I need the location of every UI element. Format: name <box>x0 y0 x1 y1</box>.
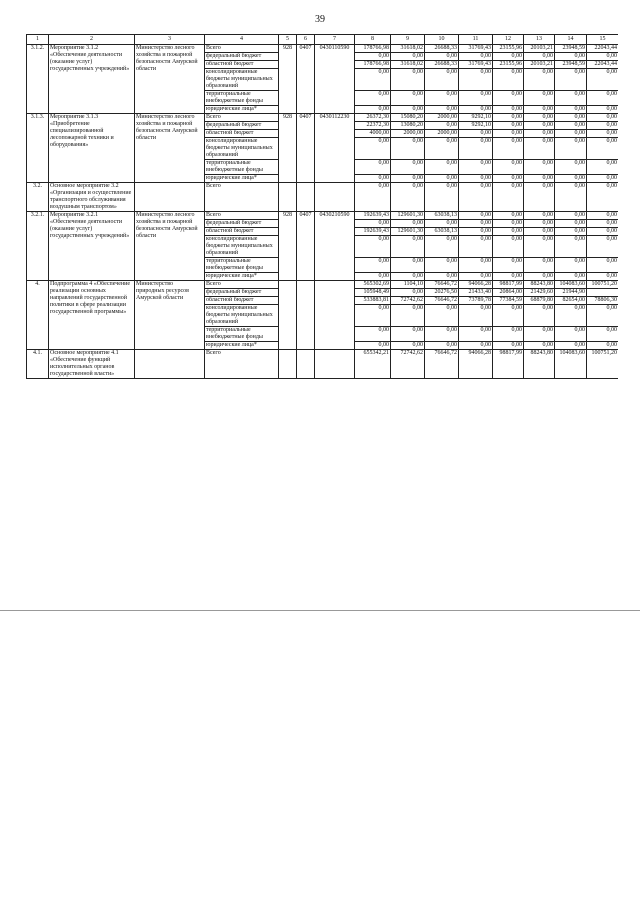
amount-cell: 0,00 <box>355 236 391 258</box>
table-row <box>27 350 619 379</box>
csr-code: 0430110590 <box>315 45 355 114</box>
amount-cell: 0,00 <box>524 273 555 281</box>
amount-cell: 0,00 <box>355 258 391 273</box>
amount-cell: 0,00 <box>459 212 493 220</box>
amount-cell: 0,00 <box>493 69 524 91</box>
amount-cell: 0,00 <box>555 53 587 61</box>
funding-source: территориальные внебюджетные фонды <box>205 160 279 175</box>
amount-cell: 73789,78 <box>459 297 493 305</box>
amount-cell: 0,00 <box>493 175 524 183</box>
amount-cell: 0,00 <box>524 69 555 91</box>
amount-cell: 22372,30 <box>355 122 391 130</box>
rzpr-code <box>297 183 315 212</box>
amount-cell: 31769,43 <box>459 61 493 69</box>
amount-cell: 104083,60 <box>555 350 587 379</box>
amount-cell: 0,00 <box>493 228 524 236</box>
amount-cell: 0,00 <box>425 91 459 106</box>
amount-cell: 565302,69 <box>355 281 391 289</box>
scan-fold-line <box>0 610 640 611</box>
grbs-code <box>279 350 297 379</box>
column-number: 15 <box>587 35 619 45</box>
amount-cell: 0,00 <box>459 305 493 327</box>
csr-code: 0430210590 <box>315 212 355 281</box>
funding-source: юридические лица* <box>205 273 279 281</box>
amount-cell: 94066,28 <box>459 281 493 289</box>
funding-source: областной бюджет <box>205 228 279 236</box>
amount-cell: 0,00 <box>493 236 524 258</box>
amount-cell: 0,00 <box>524 114 555 122</box>
amount-cell: 0,00 <box>493 212 524 220</box>
item-name: Подпрограмма 4 «Обеспечение реализации основных направлений государственной политики в сфере реализации государственной программы» <box>49 281 135 350</box>
amount-cell: 0,00 <box>524 183 555 212</box>
column-number: 10 <box>425 35 459 45</box>
item-number: 3.1.2. <box>27 45 49 114</box>
amount-cell: 0,00 <box>555 122 587 130</box>
amount-cell: 655342,21 <box>355 350 391 379</box>
funding-source: консолидированные бюджеты муниципальных образований <box>205 236 279 258</box>
rzpr-code: 0407 <box>297 114 315 183</box>
column-number-row <box>27 35 619 45</box>
item-number: 3.2.1. <box>27 212 49 281</box>
amount-cell: 0,00 <box>391 53 425 61</box>
item-name: Мероприятие 3.1.2 «Обеспечение деятельности (оказание услуг) государственных учреждений» <box>49 45 135 114</box>
amount-cell: 0,00 <box>524 342 555 350</box>
amount-cell: 2000,00 <box>391 130 425 138</box>
amount-cell: 72742,62 <box>391 350 425 379</box>
rzpr-code: 0407 <box>297 212 315 281</box>
amount-cell: 0,00 <box>425 122 459 130</box>
amount-cell: 0,00 <box>587 212 619 220</box>
amount-cell: 0,00 <box>459 258 493 273</box>
amount-cell: 88243,80 <box>524 350 555 379</box>
amount-cell: 0,00 <box>391 138 425 160</box>
amount-cell: 21433,40 <box>459 289 493 297</box>
amount-cell: 68879,80 <box>524 297 555 305</box>
amount-cell: 0,00 <box>355 69 391 91</box>
amount-cell: 0,00 <box>355 138 391 160</box>
funding-source: консолидированные бюджеты муниципальных образований <box>205 305 279 327</box>
amount-cell: 20103,21 <box>524 61 555 69</box>
amount-cell: 23155,96 <box>493 61 524 69</box>
amount-cell: 0,00 <box>493 130 524 138</box>
funding-source: федеральный бюджет <box>205 122 279 130</box>
amount-cell: 0,00 <box>555 305 587 327</box>
executor-name <box>135 350 205 379</box>
amount-cell: 0,00 <box>493 160 524 175</box>
amount-cell: 0,00 <box>425 342 459 350</box>
amount-cell: 1104,10 <box>391 281 425 289</box>
amount-cell: 0,00 <box>587 130 619 138</box>
amount-cell: 0,00 <box>524 236 555 258</box>
amount-cell: 0,00 <box>459 342 493 350</box>
grbs-code <box>279 183 297 212</box>
amount-cell: 0,00 <box>587 122 619 130</box>
amount-cell: 0,00 <box>355 220 391 228</box>
funding-source: консолидированные бюджеты муниципальных образований <box>205 138 279 160</box>
amount-cell: 0,00 <box>459 106 493 114</box>
table-row <box>27 114 619 122</box>
amount-cell: 26688,33 <box>425 61 459 69</box>
executor-name: Министерство лесного хозяйства и пожарной безопасности Амурской области <box>135 212 205 281</box>
amount-cell: 0,00 <box>459 160 493 175</box>
amount-cell: 0,00 <box>425 138 459 160</box>
executor-name: Министерство лесного хозяйства и пожарной безопасности Амурской области <box>135 114 205 183</box>
column-number: 7 <box>315 35 355 45</box>
amount-cell: 76646,72 <box>425 281 459 289</box>
amount-cell: 0,00 <box>391 305 425 327</box>
amount-cell: 0,00 <box>493 258 524 273</box>
amount-cell: 104083,60 <box>555 281 587 289</box>
amount-cell: 21429,60 <box>524 289 555 297</box>
amount-cell: 100751,20 <box>587 281 619 289</box>
funding-source: консолидированные бюджеты муниципальных образований <box>205 69 279 91</box>
funding-source: территориальные внебюджетные фонды <box>205 91 279 106</box>
amount-cell: 0,00 <box>493 327 524 342</box>
amount-cell: 2000,00 <box>425 130 459 138</box>
amount-cell: 0,00 <box>493 342 524 350</box>
amount-cell: 0,00 <box>425 69 459 91</box>
item-name: Мероприятие 3.1.3 «Приобретение специализированной лесопожарной техники и оборудования» <box>49 114 135 183</box>
amount-cell: 9292,10 <box>459 114 493 122</box>
item-name: Основное мероприятие 3.2 «Организация и осуществление транспортного обслуживания воздушным транспортом» <box>49 183 135 212</box>
amount-cell: 533883,81 <box>355 297 391 305</box>
amount-cell: 23948,59 <box>555 45 587 53</box>
amount-cell: 63038,13 <box>425 212 459 220</box>
amount-cell: 0,00 <box>524 327 555 342</box>
amount-cell: 0,00 <box>425 106 459 114</box>
amount-cell: 0,00 <box>587 342 619 350</box>
amount-cell: 0,00 <box>355 183 391 212</box>
amount-cell: 0,00 <box>555 175 587 183</box>
amount-cell: 0,00 <box>524 160 555 175</box>
amount-cell: 0,00 <box>459 53 493 61</box>
funding-source: областной бюджет <box>205 297 279 305</box>
amount-cell: 0,00 <box>555 228 587 236</box>
item-number: 4.1. <box>27 350 49 379</box>
amount-cell: 0,00 <box>391 69 425 91</box>
column-number: 1 <box>27 35 49 45</box>
amount-cell: 0,00 <box>355 53 391 61</box>
amount-cell: 0,00 <box>587 175 619 183</box>
funding-source: федеральный бюджет <box>205 289 279 297</box>
amount-cell: 9292,10 <box>459 122 493 130</box>
amount-cell: 0,00 <box>587 327 619 342</box>
amount-cell: 63038,13 <box>425 228 459 236</box>
amount-cell: 0,00 <box>555 212 587 220</box>
amount-cell: 192639,43 <box>355 228 391 236</box>
column-number: 4 <box>205 35 279 45</box>
grbs-code: 928 <box>279 45 297 114</box>
amount-cell: 21944,90 <box>555 289 587 297</box>
amount-cell: 76646,72 <box>425 350 459 379</box>
amount-cell: 0,00 <box>555 130 587 138</box>
amount-cell: 105948,49 <box>355 289 391 297</box>
amount-cell: 26688,33 <box>425 45 459 53</box>
amount-cell: 0,00 <box>459 273 493 281</box>
amount-cell: 0,00 <box>524 122 555 130</box>
amount-cell: 98817,99 <box>493 281 524 289</box>
amount-cell: 4000,00 <box>355 130 391 138</box>
funding-source: Всего <box>205 350 279 379</box>
amount-cell: 0,00 <box>587 273 619 281</box>
amount-cell: 0,00 <box>391 160 425 175</box>
rzpr-code <box>297 350 315 379</box>
column-number: 9 <box>391 35 425 45</box>
amount-cell: 0,00 <box>587 91 619 106</box>
amount-cell: 0,00 <box>459 130 493 138</box>
amount-cell: 0,00 <box>555 220 587 228</box>
amount-cell: 0,00 <box>493 122 524 130</box>
amount-cell: 22043,44 <box>587 45 619 53</box>
amount-cell: 0,00 <box>555 183 587 212</box>
amount-cell: 0,00 <box>493 305 524 327</box>
amount-cell: 0,00 <box>355 160 391 175</box>
amount-cell: 20103,21 <box>524 45 555 53</box>
amount-cell: 0,00 <box>425 183 459 212</box>
amount-cell: 0,00 <box>587 305 619 327</box>
amount-cell: 192639,43 <box>355 212 391 220</box>
amount-cell: 23948,59 <box>555 61 587 69</box>
table-row <box>27 281 619 289</box>
amount-cell: 98817,99 <box>493 350 524 379</box>
column-number: 5 <box>279 35 297 45</box>
amount-cell: 0,00 <box>587 53 619 61</box>
amount-cell: 77384,59 <box>493 297 524 305</box>
amount-cell: 0,00 <box>493 114 524 122</box>
executor-name: Министерство лесного хозяйства и пожарной безопасности Амурской области <box>135 45 205 114</box>
amount-cell: 0,00 <box>391 106 425 114</box>
amount-cell: 129601,30 <box>391 228 425 236</box>
amount-cell: 0,00 <box>355 342 391 350</box>
grbs-code: 928 <box>279 114 297 183</box>
funding-source: территориальные внебюджетные фонды <box>205 258 279 273</box>
funding-source: Всего <box>205 45 279 53</box>
amount-cell: 0,00 <box>391 342 425 350</box>
amount-cell: 0,00 <box>524 175 555 183</box>
amount-cell: 0,00 <box>425 305 459 327</box>
funding-source: Всего <box>205 183 279 212</box>
item-number: 4. <box>27 281 49 350</box>
amount-cell: 31618,02 <box>391 61 425 69</box>
funding-source: юридические лица* <box>205 175 279 183</box>
amount-cell: 88243,80 <box>524 281 555 289</box>
amount-cell: 20864,00 <box>493 289 524 297</box>
funding-source: Всего <box>205 281 279 289</box>
amount-cell: 0,00 <box>425 327 459 342</box>
amount-cell: 0,00 <box>555 258 587 273</box>
amount-cell: 0,00 <box>425 175 459 183</box>
table-row <box>27 212 619 220</box>
funding-source: Всего <box>205 114 279 122</box>
column-number: 8 <box>355 35 391 45</box>
item-number: 3.1.3. <box>27 114 49 183</box>
amount-cell: 0,00 <box>524 138 555 160</box>
amount-cell: 0,00 <box>355 327 391 342</box>
amount-cell: 0,00 <box>355 273 391 281</box>
amount-cell: 0,00 <box>524 220 555 228</box>
amount-cell: 13080,20 <box>391 122 425 130</box>
amount-cell: 0,00 <box>425 273 459 281</box>
amount-cell: 94066,28 <box>459 350 493 379</box>
funding-source: юридические лица* <box>205 342 279 350</box>
amount-cell: 0,00 <box>587 160 619 175</box>
column-number: 11 <box>459 35 493 45</box>
amount-cell: 31769,43 <box>459 45 493 53</box>
amount-cell: 0,00 <box>555 69 587 91</box>
funding-source: территориальные внебюджетные фонды <box>205 327 279 342</box>
amount-cell: 0,00 <box>587 236 619 258</box>
amount-cell: 0,00 <box>587 228 619 236</box>
amount-cell: 178766,98 <box>355 45 391 53</box>
amount-cell: 26372,30 <box>355 114 391 122</box>
amount-cell: 0,00 <box>459 220 493 228</box>
amount-cell: 0,00 <box>524 258 555 273</box>
amount-cell: 0,00 <box>587 138 619 160</box>
amount-cell <box>587 289 619 297</box>
table-row <box>27 45 619 53</box>
amount-cell: 0,00 <box>555 114 587 122</box>
amount-cell: 20276,50 <box>425 289 459 297</box>
amount-cell: 82654,00 <box>555 297 587 305</box>
grbs-code <box>279 281 297 350</box>
item-name: Основное мероприятие 4.1 «Обеспечение функций исполнительных органов государственной власти» <box>49 350 135 379</box>
amount-cell: 0,00 <box>425 53 459 61</box>
amount-cell: 0,00 <box>524 305 555 327</box>
amount-cell: 0,00 <box>459 91 493 106</box>
amount-cell: 0,00 <box>555 273 587 281</box>
budget-table <box>26 34 618 379</box>
amount-cell: 0,00 <box>355 91 391 106</box>
item-number: 3.2. <box>27 183 49 212</box>
amount-cell: 0,00 <box>391 175 425 183</box>
amount-cell: 0,00 <box>493 53 524 61</box>
amount-cell: 0,00 <box>524 91 555 106</box>
amount-cell: 2000,00 <box>425 114 459 122</box>
amount-cell: 0,00 <box>493 273 524 281</box>
grbs-code: 928 <box>279 212 297 281</box>
amount-cell: 0,00 <box>425 160 459 175</box>
rzpr-code: 0407 <box>297 45 315 114</box>
csr-code: 0430112230 <box>315 114 355 183</box>
budget-table-sheet <box>26 34 618 894</box>
amount-cell: 0,00 <box>391 91 425 106</box>
funding-source: областной бюджет <box>205 130 279 138</box>
amount-cell: 178766,98 <box>355 61 391 69</box>
amount-cell: 0,00 <box>459 69 493 91</box>
amount-cell: 0,00 <box>425 258 459 273</box>
amount-cell: 0,00 <box>493 220 524 228</box>
amount-cell: 76646,72 <box>425 297 459 305</box>
funding-source: федеральный бюджет <box>205 53 279 61</box>
column-number: 13 <box>524 35 555 45</box>
amount-cell: 0,00 <box>355 106 391 114</box>
amount-cell: 0,00 <box>555 327 587 342</box>
column-number: 12 <box>493 35 524 45</box>
amount-cell: 0,00 <box>459 228 493 236</box>
amount-cell: 0,00 <box>425 220 459 228</box>
amount-cell: 0,00 <box>355 175 391 183</box>
amount-cell: 0,00 <box>524 53 555 61</box>
column-number: 6 <box>297 35 315 45</box>
amount-cell: 0,00 <box>493 138 524 160</box>
amount-cell: 100751,20 <box>587 350 619 379</box>
amount-cell: 0,00 <box>459 236 493 258</box>
amount-cell: 0,00 <box>555 91 587 106</box>
amount-cell: 0,00 <box>391 236 425 258</box>
csr-code <box>315 281 355 350</box>
funding-source: юридические лица* <box>205 106 279 114</box>
amount-cell: 0,00 <box>391 289 425 297</box>
amount-cell: 0,00 <box>459 175 493 183</box>
csr-code <box>315 350 355 379</box>
executor-name: Министерство природных ресурсов Амурской области <box>135 281 205 350</box>
amount-cell: 0,00 <box>459 183 493 212</box>
amount-cell: 0,00 <box>587 106 619 114</box>
amount-cell: 0,00 <box>355 305 391 327</box>
amount-cell: 31618,02 <box>391 45 425 53</box>
funding-source: областной бюджет <box>205 61 279 69</box>
table-row <box>27 183 619 212</box>
amount-cell: 129601,30 <box>391 212 425 220</box>
amount-cell: 0,00 <box>391 220 425 228</box>
csr-code <box>315 183 355 212</box>
amount-cell: 0,00 <box>391 258 425 273</box>
amount-cell: 0,00 <box>587 183 619 212</box>
executor-name <box>135 183 205 212</box>
rzpr-code <box>297 281 315 350</box>
amount-cell: 78806,30 <box>587 297 619 305</box>
page-number: 39 <box>315 14 325 25</box>
funding-source: федеральный бюджет <box>205 220 279 228</box>
amount-cell: 0,00 <box>555 160 587 175</box>
column-number: 14 <box>555 35 587 45</box>
column-number: 3 <box>135 35 205 45</box>
funding-source: Всего <box>205 212 279 220</box>
amount-cell: 72742,62 <box>391 297 425 305</box>
amount-cell: 0,00 <box>391 273 425 281</box>
amount-cell: 0,00 <box>524 106 555 114</box>
amount-cell: 0,00 <box>587 114 619 122</box>
amount-cell: 0,00 <box>425 236 459 258</box>
amount-cell: 22043,44 <box>587 61 619 69</box>
amount-cell: 0,00 <box>587 220 619 228</box>
amount-cell: 23155,96 <box>493 45 524 53</box>
amount-cell: 0,00 <box>555 106 587 114</box>
amount-cell: 0,00 <box>524 228 555 236</box>
table-body <box>27 45 619 379</box>
amount-cell: 0,00 <box>555 138 587 160</box>
amount-cell: 0,00 <box>587 258 619 273</box>
amount-cell: 0,00 <box>493 183 524 212</box>
amount-cell: 15080,20 <box>391 114 425 122</box>
amount-cell: 0,00 <box>391 183 425 212</box>
amount-cell: 0,00 <box>391 327 425 342</box>
amount-cell: 0,00 <box>524 130 555 138</box>
amount-cell: 0,00 <box>459 327 493 342</box>
amount-cell: 0,00 <box>587 69 619 91</box>
item-name: Мероприятие 3.2.1 «Обеспечение деятельности (оказание услуг) государственных учреждений» <box>49 212 135 281</box>
amount-cell: 0,00 <box>493 106 524 114</box>
amount-cell: 0,00 <box>493 91 524 106</box>
amount-cell: 0,00 <box>555 236 587 258</box>
amount-cell: 0,00 <box>524 212 555 220</box>
amount-cell: 0,00 <box>459 138 493 160</box>
column-number: 2 <box>49 35 135 45</box>
amount-cell: 0,00 <box>555 342 587 350</box>
